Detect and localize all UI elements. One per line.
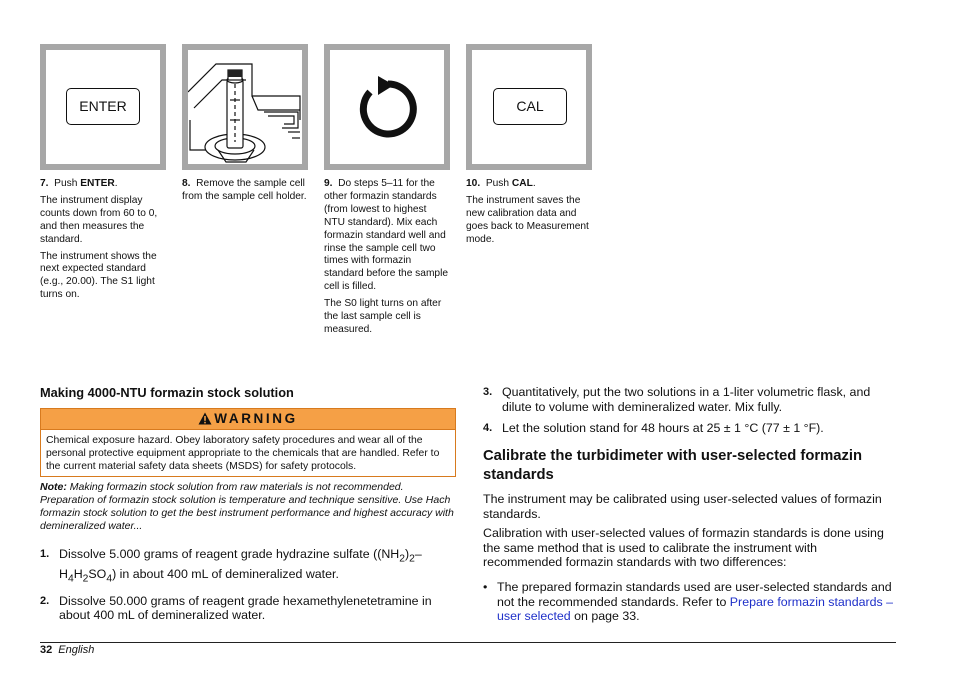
bullet-text: The prepared formazin standards used are user-selected standards and not the recommended standards. Refer to [497, 580, 892, 609]
warning-text: Chemical exposure hazard. Obey laboratory safety procedures and wear all of the personal protective equipment appropriate to the chemicals that are handled. Refer to the current material safety data sheets (MSDS) for safety protocols. [46, 435, 440, 472]
list-number: 3. [483, 386, 493, 398]
footer-divider [40, 642, 896, 643]
footer-language: English [58, 644, 95, 656]
list-text: Let the solution stand for 48 hours at 25 ± 1 °C (77 ± 1 °F). [502, 421, 824, 435]
prepare-formazin-link[interactable]: Prepare formazin standards – user selected [497, 594, 894, 623]
step-text: Do steps 5–11 for the other formazin standards (from lowest to highest NTU standard). Mix each formazin standard well and rinse the sample cell two times with formazin standard before the sample cell is filled. [324, 178, 449, 293]
note [40, 481, 456, 533]
paragraph: Calibration with user-selected values of formazin standards is done using the same method that is used to calibrate the instrument with recommended formazin standards with two differences: [483, 526, 884, 569]
step-7-caption [40, 178, 166, 306]
list-number: 1. [40, 548, 50, 560]
step-text-end: . [532, 178, 536, 189]
note-label: Note: [40, 481, 67, 493]
warning-box [40, 408, 456, 477]
list-text: Quantitatively, put the two solutions in a 1-liter volumetric flask, and dilute to volume with demineralized water. Mix fully. [502, 385, 871, 414]
stock-solution-steps-continued [483, 385, 896, 443]
list-item [40, 594, 456, 623]
cal-key-icon [493, 88, 567, 125]
step-10-image [466, 44, 592, 170]
enter-key-label: ENTER [79, 98, 127, 114]
sample-cell-removal-illustration [188, 50, 302, 164]
step-paragraph: The instrument display counts down from 60 to 0, and then measures the standard. [40, 194, 158, 245]
footer [40, 644, 94, 656]
section-heading-user-selected: Calibrate the turbidimeter with user-selected formazin standards [483, 448, 863, 483]
warning-triangle-icon [198, 412, 212, 425]
step-7-image [40, 44, 166, 170]
paragraph: The instrument may be calibrated using user-selected values of formazin standards. [483, 492, 882, 521]
section-heading-stock-solution: Making 4000-NTU formazin stock solution [40, 385, 294, 400]
step-number: 8. [182, 178, 191, 189]
step-text: Push [54, 178, 81, 189]
step-9-image [324, 44, 450, 170]
step-text: Remove the sample cell from the sample cell holder. [182, 178, 307, 202]
repeat-cycle-icon [330, 50, 444, 164]
step-number: 10. [466, 178, 481, 189]
warning-title: WARNING [214, 411, 298, 426]
step-paragraph: The instrument saves the new calibration data and goes back to Measurement mode. [466, 194, 589, 245]
bullet: • [483, 580, 488, 594]
step-paragraph: The S0 light turns on after the last sample cell is measured. [324, 298, 442, 335]
step-key: CAL [511, 178, 533, 189]
list-item [40, 547, 456, 587]
step-text-end: . [114, 178, 118, 189]
page-number: 32 [40, 644, 53, 656]
list-number: 4. [483, 422, 493, 434]
step-9-caption [324, 178, 450, 341]
cal-key-label: CAL [516, 98, 544, 114]
list-text: Dissolve 5.000 grams of reagent grade hydrazine sulfate ($(NH_2)_2-$ $H_4H_2SO_4$) in about 400 mL of demineralized water. [59, 547, 422, 585]
list-item [483, 385, 896, 414]
step-10-caption [466, 178, 592, 251]
note-text: Making formazin stock solution from raw materials is not recommended. Preparation of formazin stock solution is temperature and technique sensitive. Use Hach formazin stock solution to get the best instrument performance and highest accuracy with demineralized water... [40, 481, 454, 532]
step-text: Push [485, 178, 512, 189]
enter-key-icon [66, 88, 140, 125]
step-8-caption [182, 178, 308, 208]
list-item [483, 421, 896, 436]
bullet-item [483, 580, 896, 624]
step-number: 9. [324, 178, 333, 189]
step-8-image [182, 44, 308, 170]
step-number: 7. [40, 178, 49, 189]
list-number: 2. [40, 594, 50, 607]
step-paragraph: The instrument shows the next expected standard (e.g., 20.00). The S1 light turns on. [40, 250, 157, 301]
list-text: Dissolve 50.000 grams of reagent grade hexamethylenetetramine in about 400 mL of demineralized water. [59, 593, 432, 623]
bullet-text-end: on page 33. [570, 609, 640, 623]
stock-solution-steps [40, 547, 456, 630]
warning-header [41, 409, 455, 430]
step-key: ENTER [80, 178, 115, 189]
